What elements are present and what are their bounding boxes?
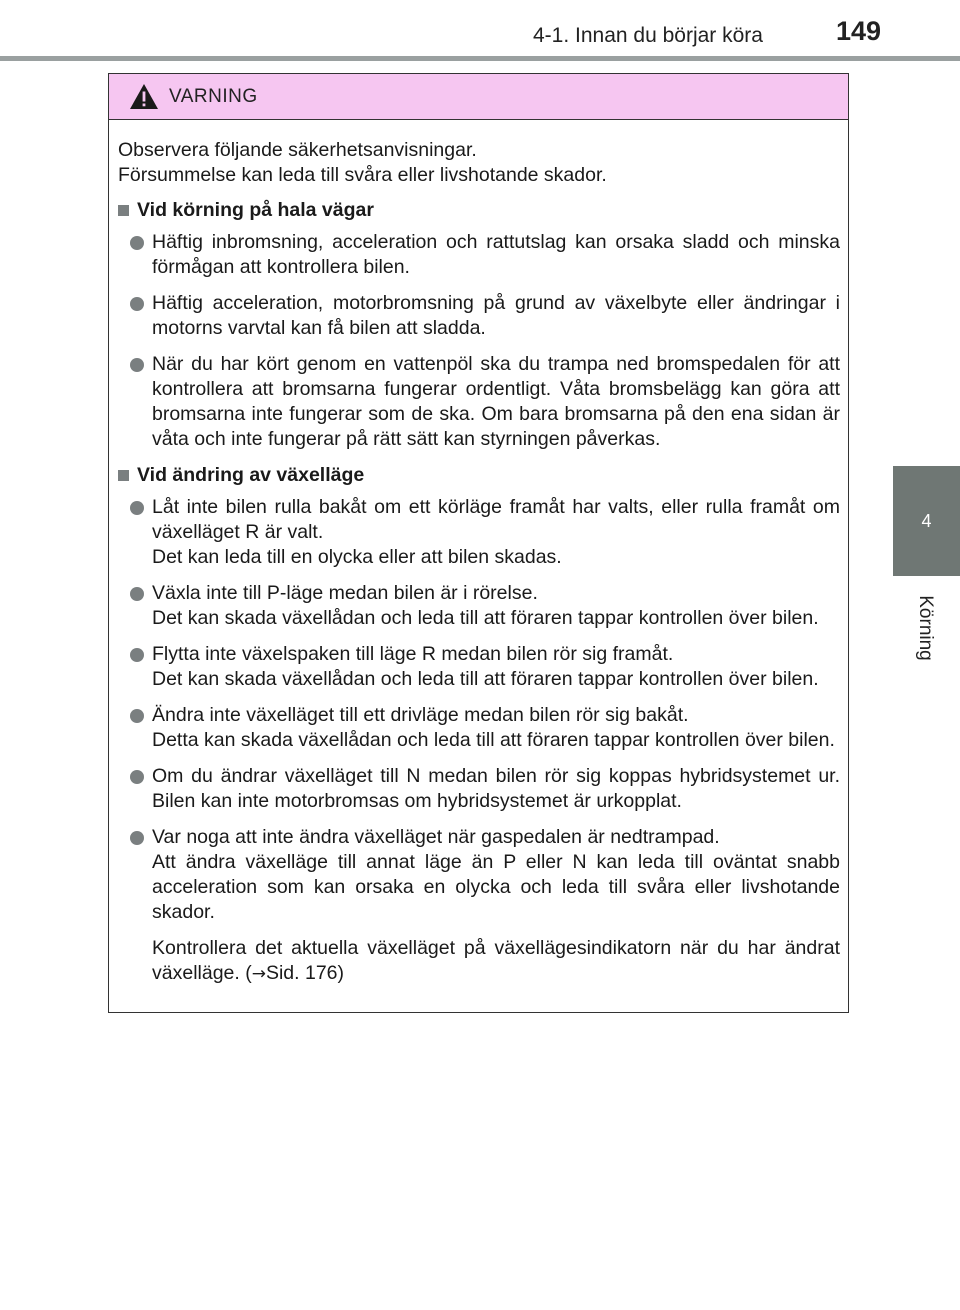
bullet-icon [130,587,144,601]
item-text [152,825,840,925]
warning-triangle-icon [129,83,159,110]
item-text [152,642,840,692]
item-line: Att ändra växelläge till annat läge än P eller N kan leda till oväntat snabb acceleration som kan orsaka en olycka och leda till svåra eller livshotande skador. [152,851,840,923]
note-text: Kontrollera det aktuella växelläget på växellägesindikatorn när du har ändrat växelläge. ( [152,937,840,984]
list-item [118,495,840,570]
square-bullet-icon [118,205,129,216]
section-title: 4-1. Innan du börjar köra [533,24,763,47]
bullet-icon [130,297,144,311]
item-text [152,495,840,570]
bullet-icon [130,709,144,723]
section-heading-text: Vid körning på hala vägar [137,199,374,221]
bullet-icon [130,831,144,845]
item-text: Häftig acceleration, motorbromsning på grund av växelbyte eller ändringar i motorns varvtal kan få bilen att sladda. [152,292,840,339]
item-text: Om du ändrar växelläget till N medan bilen rör sig koppas hybridsystemet ur. Bilen kan inte motorbromsas om hybridsystemet är urkopplat. [152,765,840,812]
page-number: 149 [836,16,882,46]
section-heading [118,198,840,223]
bullet-icon [130,236,144,250]
square-bullet-icon [118,470,129,481]
item-line: Det kan leda till en olycka eller att bilen skadas. [152,546,562,568]
warning-title: VARNING [169,85,258,107]
chapter-label [895,578,955,678]
item-text: Häftig inbromsning, acceleration och rattutslag kan orsaka sladd och minska förmågan att kontrollera bilen. [152,231,840,278]
bullet-icon [130,648,144,662]
item-line: Detta kan skada växellådan och leda till att föraren tappar kontrollen över bilen. [152,729,835,751]
item-line: Växla inte till P-läge medan bilen är i rörelse. [152,582,538,604]
header-divider [0,56,960,61]
list-item [118,230,840,280]
list-item [118,581,840,631]
item-line: Flytta inte växelspaken till läge R medan bilen rör sig framåt. [152,643,674,665]
item-text [152,581,840,631]
intro-line-2: Försummelse kan leda till svåra eller livshotande skador. [118,164,607,186]
section-heading-text: Vid ändring av växelläge [137,464,365,486]
item-line: Det kan skada växellådan och leda till att föraren tappar kontrollen över bilen. [152,668,819,690]
chapter-tab [893,466,960,576]
list-item [118,703,840,753]
warning-header [109,74,848,120]
warning-body [109,120,848,987]
list-item [118,642,840,692]
list-item [118,352,840,452]
bullet-icon [130,770,144,784]
item-line: Ändra inte växelläget till ett drivläge medan bilen rör sig bakåt. [152,704,689,726]
warning-intro [118,138,840,188]
bullet-icon [130,358,144,372]
intro-line-1: Observera följande säkerhetsanvisningar. [118,139,477,161]
arrow-right-icon: → [251,964,266,984]
warning-box [108,73,849,1013]
item-note [152,936,840,987]
list-item [118,764,840,814]
list-item [118,291,840,341]
list-item [118,825,840,987]
section-heading [118,463,840,488]
bullet-icon [130,501,144,515]
item-text: När du har kört genom en vattenpöl ska du trampa ned bromspedalen för att kontrollera att bromsarna fungerar ordentligt. Våta bromsbelägg kan göra att bromsarna inte fungerar som de ska. Om bara bromsarna på den ena sidan är våta och inte fungerar på rätt sätt kan styrningen påverkas. [152,353,840,450]
page-reference-link[interactable]: Sid. 176) [265,962,345,984]
item-line: Det kan skada växellådan och leda till att föraren tappar kontrollen över bilen. [152,607,819,629]
item-line: Låt inte bilen rulla bakåt om ett körläge framåt har valts, eller rulla framåt om växelläget R är valt. [152,496,840,543]
chapter-number: 4 [921,510,932,531]
item-text [152,703,840,753]
chapter-title: Körning [915,595,936,661]
item-line: Var noga att inte ändra växelläget när gaspedalen är nedtrampad. [152,826,720,848]
